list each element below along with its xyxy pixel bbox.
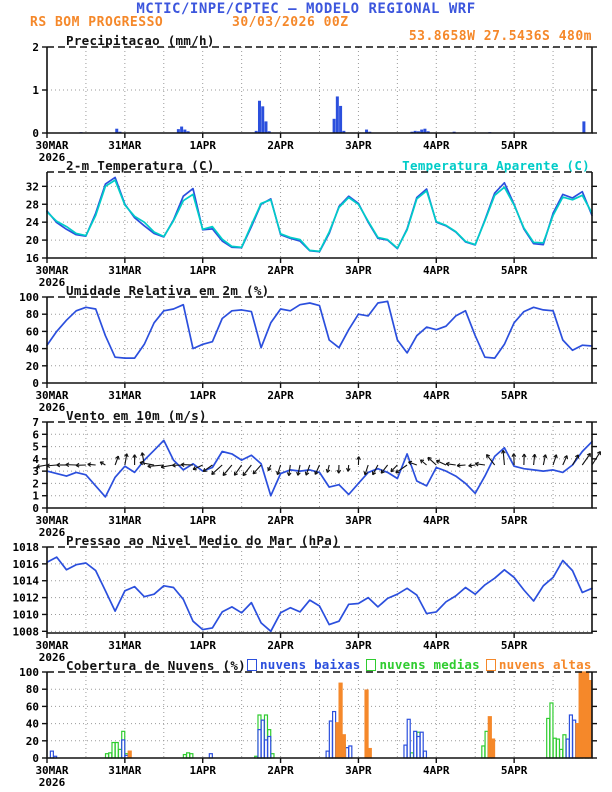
svg-text:1APR: 1APR bbox=[189, 764, 216, 777]
svg-text:1010: 1010 bbox=[12, 608, 39, 622]
svg-text:16: 16 bbox=[25, 252, 39, 265]
svg-text:2026: 2026 bbox=[38, 776, 66, 789]
svg-text:30MAR: 30MAR bbox=[35, 139, 69, 152]
panel-title-humidity: Umidade Relativa em 2m (%) bbox=[66, 283, 270, 298]
svg-text:0: 0 bbox=[32, 377, 39, 390]
svg-text:30MAR: 30MAR bbox=[35, 389, 69, 402]
svg-text:5: 5 bbox=[32, 440, 39, 454]
svg-text:3APR: 3APR bbox=[345, 764, 372, 777]
svg-text:1APR: 1APR bbox=[189, 389, 216, 402]
station-coordinates: 53.8658W 27.5436S 480m bbox=[408, 29, 592, 44]
svg-text:4APR: 4APR bbox=[423, 514, 450, 527]
svg-text:2APR: 2APR bbox=[267, 389, 294, 402]
svg-text:60: 60 bbox=[25, 700, 39, 714]
svg-text:20: 20 bbox=[25, 734, 39, 748]
pressure-plot bbox=[0, 541, 612, 664]
svg-text:3APR: 3APR bbox=[345, 264, 372, 277]
svg-text:1: 1 bbox=[32, 84, 39, 97]
svg-text:2APR: 2APR bbox=[267, 264, 294, 277]
svg-text:0: 0 bbox=[32, 127, 39, 140]
panel-title-clouds: Cobertura de Nuvens (%) bbox=[66, 658, 246, 673]
page-title: MCTIC/INPE/CPTEC — MODELO REGIONAL WRF bbox=[136, 1, 476, 17]
svg-text:4APR: 4APR bbox=[423, 264, 450, 277]
svg-text:100: 100 bbox=[19, 666, 39, 679]
svg-text:60: 60 bbox=[25, 325, 39, 339]
model-run-datetime: 30/03/2026 00Z bbox=[232, 15, 349, 30]
panel-title-temperature: 2-m Temperatura (C) bbox=[66, 158, 215, 173]
svg-text:1008: 1008 bbox=[12, 625, 39, 639]
svg-text:2APR: 2APR bbox=[267, 514, 294, 527]
svg-text:0: 0 bbox=[32, 752, 39, 765]
svg-text:2: 2 bbox=[32, 41, 39, 54]
svg-text:4APR: 4APR bbox=[423, 639, 450, 652]
svg-text:2026: 2026 bbox=[38, 651, 66, 664]
svg-text:3APR: 3APR bbox=[345, 639, 372, 652]
svg-text:1APR: 1APR bbox=[189, 139, 216, 152]
svg-text:80: 80 bbox=[25, 308, 39, 322]
temperature-plot bbox=[0, 172, 612, 288]
svg-text:4APR: 4APR bbox=[423, 139, 450, 152]
svg-text:1018: 1018 bbox=[12, 541, 39, 554]
svg-text:4APR: 4APR bbox=[423, 389, 450, 402]
svg-text:1: 1 bbox=[32, 489, 39, 503]
legend-label-high-clouds: nuvens altas bbox=[498, 657, 592, 672]
svg-text:5APR: 5APR bbox=[500, 764, 528, 777]
svg-text:1012: 1012 bbox=[12, 591, 39, 605]
svg-text:2APR: 2APR bbox=[267, 764, 294, 777]
svg-text:5APR: 5APR bbox=[500, 389, 528, 402]
svg-text:31MAR: 31MAR bbox=[108, 514, 142, 527]
svg-text:3: 3 bbox=[32, 465, 39, 479]
svg-text:2026: 2026 bbox=[38, 276, 66, 289]
svg-text:80: 80 bbox=[25, 683, 39, 697]
legend-label-mid-clouds: nuvens medias bbox=[379, 657, 480, 672]
svg-text:5APR: 5APR bbox=[500, 639, 528, 652]
svg-text:100: 100 bbox=[19, 291, 39, 304]
svg-text:31MAR: 31MAR bbox=[108, 389, 142, 402]
svg-text:6: 6 bbox=[32, 428, 39, 442]
legend-label-low-clouds: nuvens baixas bbox=[260, 657, 361, 672]
svg-text:7: 7 bbox=[32, 416, 39, 429]
precipitation-plot bbox=[0, 41, 612, 164]
svg-text:30MAR: 30MAR bbox=[35, 514, 69, 527]
svg-text:2026: 2026 bbox=[38, 401, 66, 414]
humidity-plot bbox=[0, 291, 612, 414]
svg-text:1016: 1016 bbox=[12, 557, 39, 571]
svg-text:24: 24 bbox=[25, 216, 39, 230]
panel-title-wind: Vento em 10m (m/s) bbox=[66, 408, 207, 423]
svg-text:3APR: 3APR bbox=[345, 139, 372, 152]
svg-text:2APR: 2APR bbox=[267, 139, 294, 152]
station-name: RS BOM PROGRESSO bbox=[30, 15, 164, 30]
svg-text:1APR: 1APR bbox=[189, 264, 216, 277]
svg-text:4: 4 bbox=[32, 452, 39, 466]
svg-text:32: 32 bbox=[25, 180, 39, 194]
svg-text:1APR: 1APR bbox=[189, 514, 216, 527]
svg-text:40: 40 bbox=[25, 717, 39, 731]
svg-text:4APR: 4APR bbox=[423, 764, 450, 777]
cloud-cover-plot bbox=[0, 666, 612, 789]
svg-text:30MAR: 30MAR bbox=[35, 639, 69, 652]
svg-text:30MAR: 30MAR bbox=[35, 264, 69, 277]
svg-text:28: 28 bbox=[25, 198, 39, 212]
svg-text:20: 20 bbox=[25, 359, 39, 373]
svg-text:1APR: 1APR bbox=[189, 639, 216, 652]
panel-title-precipitation: Precipitacao (mm/h) bbox=[66, 33, 215, 48]
svg-text:5APR: 5APR bbox=[500, 139, 528, 152]
svg-text:2APR: 2APR bbox=[267, 639, 294, 652]
svg-text:2: 2 bbox=[32, 477, 39, 491]
svg-text:1014: 1014 bbox=[12, 574, 39, 588]
svg-text:30MAR: 30MAR bbox=[35, 764, 69, 777]
svg-text:5APR: 5APR bbox=[500, 264, 528, 277]
svg-text:40: 40 bbox=[25, 342, 39, 356]
svg-text:31MAR: 31MAR bbox=[108, 139, 142, 152]
svg-text:2026: 2026 bbox=[38, 526, 66, 539]
wind-plot bbox=[0, 416, 612, 539]
svg-text:5APR: 5APR bbox=[500, 514, 528, 527]
svg-text:31MAR: 31MAR bbox=[108, 264, 142, 277]
svg-text:31MAR: 31MAR bbox=[108, 639, 142, 652]
svg-text:2026: 2026 bbox=[38, 151, 66, 164]
svg-text:0: 0 bbox=[32, 502, 39, 515]
legend-apparent-temperature: Temperatura Aparente (C) bbox=[402, 158, 590, 173]
svg-text:3APR: 3APR bbox=[345, 514, 372, 527]
svg-text:3APR: 3APR bbox=[345, 389, 372, 402]
panel-title-pressure: Pressao ao Nivel Medio do Mar (hPa) bbox=[66, 533, 340, 548]
svg-text:31MAR: 31MAR bbox=[108, 764, 142, 777]
svg-text:20: 20 bbox=[25, 234, 39, 248]
